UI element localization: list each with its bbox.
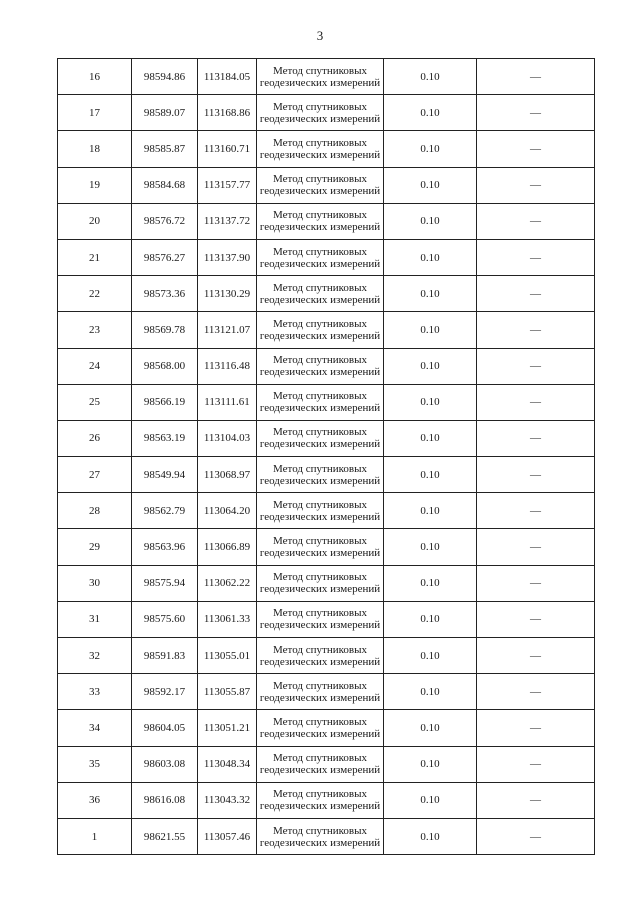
point-number-cell: 31 [58, 601, 132, 637]
method-line-2: геодезических измерений [259, 727, 381, 740]
accuracy-cell: 0.10 [384, 384, 477, 420]
point-number-cell: 23 [58, 312, 132, 348]
note-cell: — [477, 638, 595, 674]
x-coordinate-cell: 98568.00 [132, 348, 198, 384]
x-coordinate-cell: 98592.17 [132, 674, 198, 710]
method-line-1: Метод спутниковых [273, 136, 367, 149]
x-coordinate-cell: 98584.68 [132, 167, 198, 203]
method-cell [257, 674, 384, 710]
x-coordinate-cell: 98569.78 [132, 312, 198, 348]
method-line-1: Метод спутниковых [273, 571, 367, 584]
point-number-cell: 1 [58, 818, 132, 854]
x-coordinate-cell: 98589.07 [132, 95, 198, 131]
note-cell: — [477, 710, 595, 746]
table-row [58, 420, 595, 456]
y-coordinate-cell: 113104.03 [198, 420, 257, 456]
method-line-1: Метод спутниковых [273, 462, 367, 475]
note-cell: — [477, 674, 595, 710]
note-cell: — [477, 457, 595, 493]
note-cell: — [477, 312, 595, 348]
table-row [58, 638, 595, 674]
method-line-2: геодезических измерений [259, 836, 381, 849]
accuracy-cell: 0.10 [384, 493, 477, 529]
method-line-1: Метод спутниковых [273, 209, 367, 222]
method-line-2: геодезических измерений [259, 329, 381, 342]
accuracy-cell: 0.10 [384, 95, 477, 131]
method-cell [257, 710, 384, 746]
accuracy-cell: 0.10 [384, 348, 477, 384]
y-coordinate-cell: 113111.61 [198, 384, 257, 420]
point-number-cell: 32 [58, 638, 132, 674]
method-cell [257, 59, 384, 95]
accuracy-cell: 0.10 [384, 167, 477, 203]
y-coordinate-cell: 113184.05 [198, 59, 257, 95]
x-coordinate-cell: 98604.05 [132, 710, 198, 746]
method-line-2: геодезических измерений [259, 691, 381, 704]
method-cell [257, 782, 384, 818]
method-line-1: Метод спутниковых [273, 715, 367, 728]
accuracy-cell: 0.10 [384, 529, 477, 565]
accuracy-cell: 0.10 [384, 203, 477, 239]
note-cell: — [477, 782, 595, 818]
table-row [58, 529, 595, 565]
accuracy-cell: 0.10 [384, 131, 477, 167]
method-line-2: геодезических измерений [259, 112, 381, 125]
y-coordinate-cell: 113137.90 [198, 239, 257, 275]
y-coordinate-cell: 113055.87 [198, 674, 257, 710]
table-row [58, 601, 595, 637]
y-coordinate-cell: 113062.22 [198, 565, 257, 601]
point-number-cell: 29 [58, 529, 132, 565]
y-coordinate-cell: 113068.97 [198, 457, 257, 493]
method-cell [257, 276, 384, 312]
point-number-cell: 21 [58, 239, 132, 275]
method-line-1: Метод спутниковых [273, 679, 367, 692]
method-cell [257, 601, 384, 637]
note-cell: — [477, 131, 595, 167]
table-row [58, 59, 595, 95]
method-line-2: геодезических измерений [259, 221, 381, 234]
table-row [58, 710, 595, 746]
table-row [58, 348, 595, 384]
method-line-1: Метод спутниковых [273, 390, 367, 403]
method-line-1: Метод спутниковых [273, 354, 367, 367]
x-coordinate-cell: 98591.83 [132, 638, 198, 674]
accuracy-cell: 0.10 [384, 565, 477, 601]
note-cell: — [477, 59, 595, 95]
accuracy-cell: 0.10 [384, 674, 477, 710]
method-line-1: Метод спутниковых [273, 245, 367, 258]
page-number: 3 [316, 28, 324, 43]
accuracy-cell: 0.10 [384, 746, 477, 782]
x-coordinate-cell: 98576.72 [132, 203, 198, 239]
y-coordinate-cell: 113137.72 [198, 203, 257, 239]
note-cell: — [477, 203, 595, 239]
method-line-2: геодезических измерений [259, 366, 381, 379]
x-coordinate-cell: 98563.19 [132, 420, 198, 456]
method-line-2: геодезических измерений [259, 619, 381, 632]
table-row [58, 746, 595, 782]
x-coordinate-cell: 98616.08 [132, 782, 198, 818]
x-coordinate-cell: 98603.08 [132, 746, 198, 782]
point-number-cell: 35 [58, 746, 132, 782]
note-cell: — [477, 95, 595, 131]
note-cell: — [477, 276, 595, 312]
accuracy-cell: 0.10 [384, 782, 477, 818]
method-line-1: Метод спутниковых [273, 100, 367, 113]
method-line-1: Метод спутниковых [273, 643, 367, 656]
table-row [58, 674, 595, 710]
table-row [58, 239, 595, 275]
method-line-2: геодезических измерений [259, 510, 381, 523]
point-number-cell: 26 [58, 420, 132, 456]
method-line-1: Метод спутниковых [273, 173, 367, 186]
method-line-2: геодезических измерений [259, 474, 381, 487]
table-row [58, 131, 595, 167]
table-row [58, 95, 595, 131]
method-line-2: геодезических измерений [259, 76, 381, 89]
y-coordinate-cell: 113048.34 [198, 746, 257, 782]
table-row [58, 457, 595, 493]
method-cell [257, 131, 384, 167]
x-coordinate-cell: 98573.36 [132, 276, 198, 312]
method-line-1: Метод спутниковых [273, 752, 367, 765]
y-coordinate-cell: 113057.46 [198, 818, 257, 854]
point-number-cell: 34 [58, 710, 132, 746]
method-cell [257, 203, 384, 239]
point-number-cell: 28 [58, 493, 132, 529]
method-line-2: геодезических измерений [259, 257, 381, 270]
method-cell [257, 746, 384, 782]
table-row [58, 276, 595, 312]
point-number-cell: 33 [58, 674, 132, 710]
method-line-2: геодезических измерений [259, 655, 381, 668]
table-row [58, 565, 595, 601]
method-line-1: Метод спутниковых [273, 535, 367, 548]
table-row [58, 167, 595, 203]
y-coordinate-cell: 113168.86 [198, 95, 257, 131]
coordinates-table [57, 58, 595, 855]
y-coordinate-cell: 113116.48 [198, 348, 257, 384]
method-line-2: геодезических измерений [259, 402, 381, 415]
note-cell: — [477, 167, 595, 203]
point-number-cell: 36 [58, 782, 132, 818]
x-coordinate-cell: 98575.94 [132, 565, 198, 601]
y-coordinate-cell: 113157.77 [198, 167, 257, 203]
table-row [58, 312, 595, 348]
method-cell [257, 95, 384, 131]
y-coordinate-cell: 113043.32 [198, 782, 257, 818]
method-line-2: геодезических измерений [259, 148, 381, 161]
method-cell [257, 457, 384, 493]
method-line-1: Метод спутниковых [273, 281, 367, 294]
x-coordinate-cell: 98576.27 [132, 239, 198, 275]
method-line-2: геодезических измерений [259, 438, 381, 451]
method-line-1: Метод спутниковых [273, 607, 367, 620]
note-cell: — [477, 348, 595, 384]
x-coordinate-cell: 98575.60 [132, 601, 198, 637]
method-line-1: Метод спутниковых [273, 788, 367, 801]
note-cell: — [477, 384, 595, 420]
y-coordinate-cell: 113064.20 [198, 493, 257, 529]
method-cell [257, 348, 384, 384]
table-row [58, 384, 595, 420]
y-coordinate-cell: 113066.89 [198, 529, 257, 565]
method-line-2: геодезических измерений [259, 583, 381, 596]
point-number-cell: 27 [58, 457, 132, 493]
method-line-2: геодезических измерений [259, 547, 381, 560]
accuracy-cell: 0.10 [384, 710, 477, 746]
method-cell [257, 493, 384, 529]
accuracy-cell: 0.10 [384, 601, 477, 637]
method-cell [257, 239, 384, 275]
note-cell: — [477, 420, 595, 456]
point-number-cell: 24 [58, 348, 132, 384]
note-cell: — [477, 493, 595, 529]
y-coordinate-cell: 113121.07 [198, 312, 257, 348]
note-cell: — [477, 601, 595, 637]
accuracy-cell: 0.10 [384, 457, 477, 493]
accuracy-cell: 0.10 [384, 239, 477, 275]
method-line-2: геодезических измерений [259, 764, 381, 777]
y-coordinate-cell: 113130.29 [198, 276, 257, 312]
table-row [58, 203, 595, 239]
x-coordinate-cell: 98566.19 [132, 384, 198, 420]
method-cell [257, 384, 384, 420]
table-row [58, 493, 595, 529]
point-number-cell: 20 [58, 203, 132, 239]
table-row [58, 782, 595, 818]
point-number-cell: 30 [58, 565, 132, 601]
y-coordinate-cell: 113061.33 [198, 601, 257, 637]
accuracy-cell: 0.10 [384, 818, 477, 854]
point-number-cell: 19 [58, 167, 132, 203]
x-coordinate-cell: 98563.96 [132, 529, 198, 565]
x-coordinate-cell: 98594.86 [132, 59, 198, 95]
method-line-1: Метод спутниковых [273, 317, 367, 330]
method-line-2: геодезических измерений [259, 800, 381, 813]
method-cell [257, 638, 384, 674]
note-cell: — [477, 565, 595, 601]
method-cell [257, 529, 384, 565]
y-coordinate-cell: 113055.01 [198, 638, 257, 674]
note-cell: — [477, 818, 595, 854]
x-coordinate-cell: 98562.79 [132, 493, 198, 529]
note-cell: — [477, 239, 595, 275]
point-number-cell: 22 [58, 276, 132, 312]
y-coordinate-cell: 113160.71 [198, 131, 257, 167]
x-coordinate-cell: 98549.94 [132, 457, 198, 493]
table-row [58, 818, 595, 854]
x-coordinate-cell: 98621.55 [132, 818, 198, 854]
method-cell [257, 312, 384, 348]
method-cell [257, 167, 384, 203]
note-cell: — [477, 746, 595, 782]
accuracy-cell: 0.10 [384, 276, 477, 312]
method-cell [257, 420, 384, 456]
coordinates-table-body [58, 59, 595, 855]
accuracy-cell: 0.10 [384, 312, 477, 348]
method-line-1: Метод спутниковых [273, 426, 367, 439]
point-number-cell: 18 [58, 131, 132, 167]
y-coordinate-cell: 113051.21 [198, 710, 257, 746]
method-line-2: геодезических измерений [259, 293, 381, 306]
method-cell [257, 565, 384, 601]
method-cell [257, 818, 384, 854]
note-cell: — [477, 529, 595, 565]
accuracy-cell: 0.10 [384, 420, 477, 456]
point-number-cell: 16 [58, 59, 132, 95]
method-line-1: Метод спутниковых [273, 498, 367, 511]
point-number-cell: 17 [58, 95, 132, 131]
method-line-1: Метод спутниковых [273, 64, 367, 77]
accuracy-cell: 0.10 [384, 59, 477, 95]
method-line-1: Метод спутниковых [273, 824, 367, 837]
method-line-2: геодезических измерений [259, 185, 381, 198]
x-coordinate-cell: 98585.87 [132, 131, 198, 167]
accuracy-cell: 0.10 [384, 638, 477, 674]
point-number-cell: 25 [58, 384, 132, 420]
